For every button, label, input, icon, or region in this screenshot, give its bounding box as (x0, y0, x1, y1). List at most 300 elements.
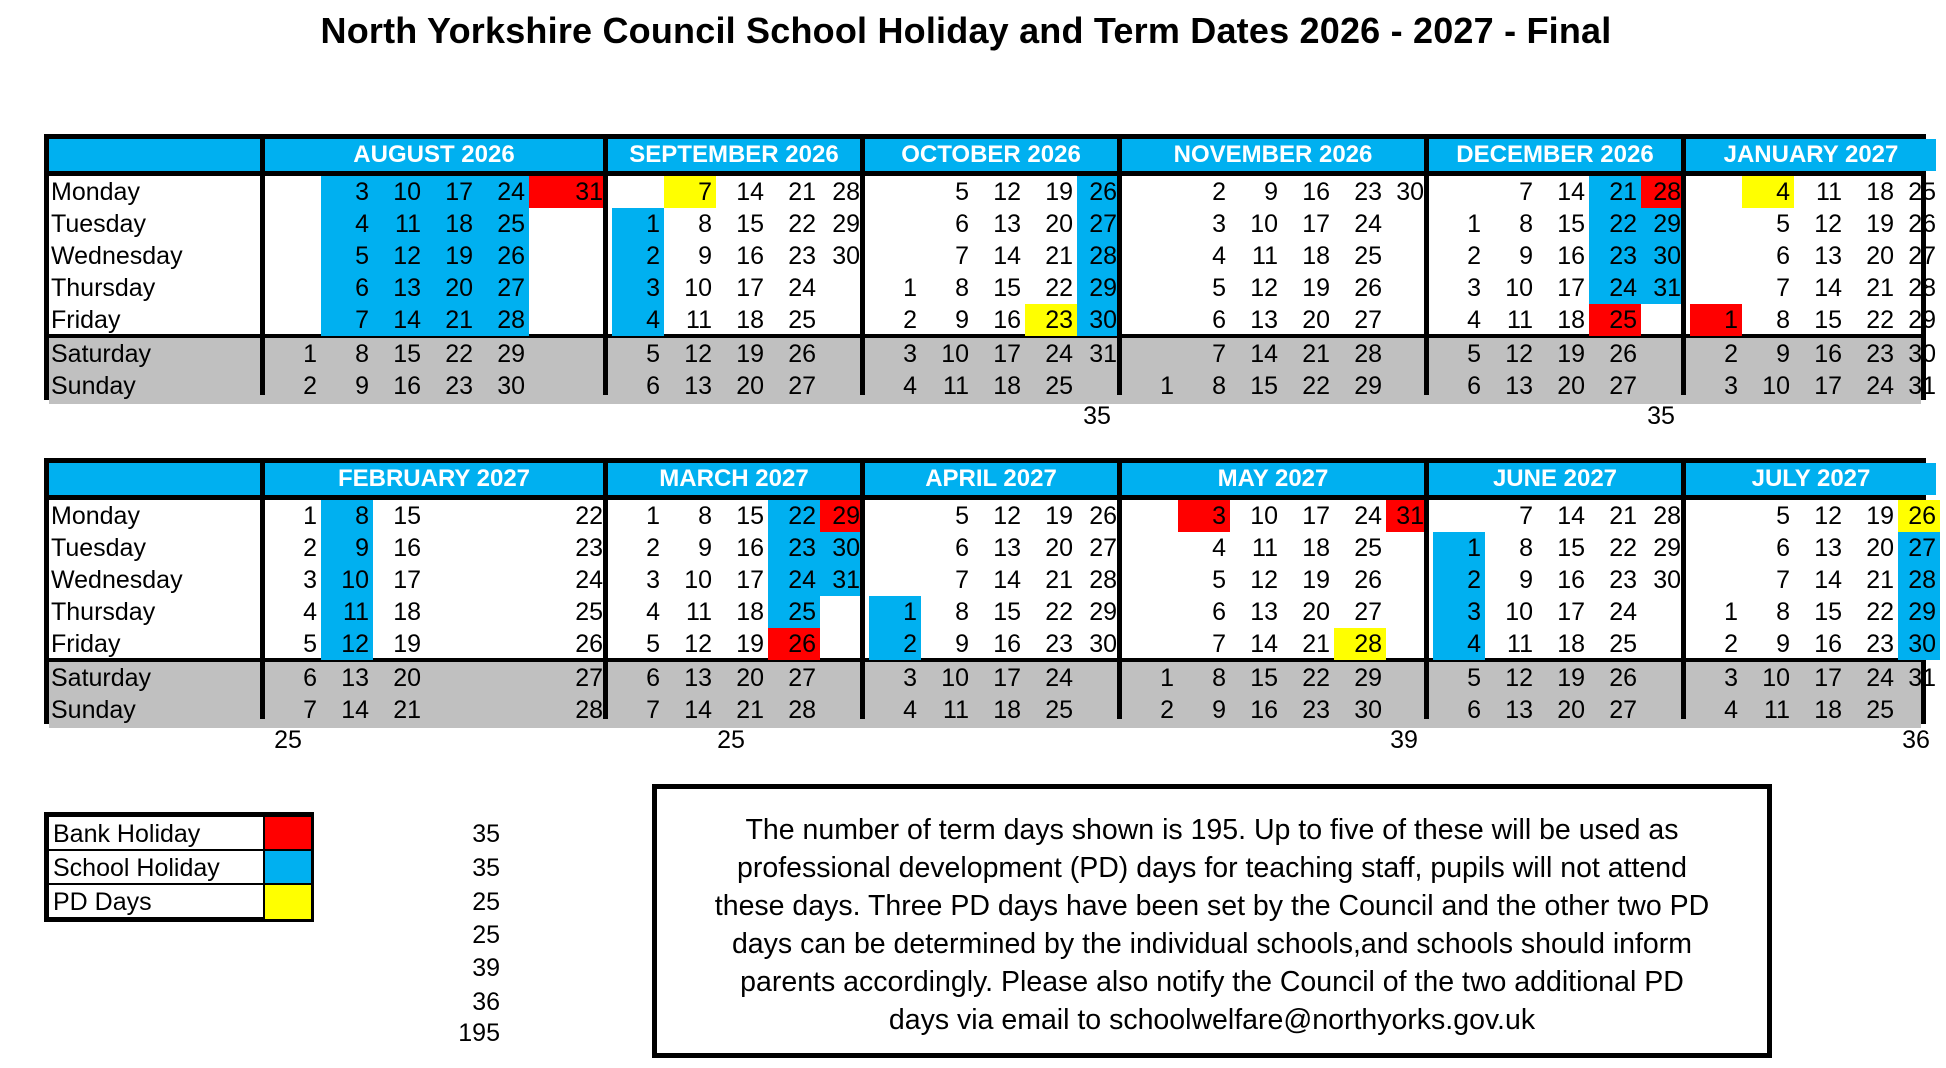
date-cell: 15 (393, 502, 421, 530)
date-cell: 7 (1212, 340, 1226, 368)
date-cell: 13 (1814, 242, 1842, 270)
date-cell: 23 (1866, 340, 1894, 368)
date-cell: 4 (1433, 628, 1485, 660)
date-cell: 24 (788, 274, 816, 302)
date-cell: 27 (788, 664, 816, 692)
date-cell: 12 (373, 240, 425, 272)
date-cell: 28 (832, 178, 860, 206)
date-cell: 3 (1724, 372, 1738, 400)
date-cell: 3 (303, 566, 317, 594)
month-divider (1424, 139, 1429, 395)
date-cell: 2 (1724, 340, 1738, 368)
date-cell: 26 (1609, 340, 1637, 368)
day-label-sunday: Sunday (51, 372, 136, 400)
date-cell: 10 (1505, 598, 1533, 626)
date-cell: 4 (1212, 534, 1226, 562)
date-cell: 1 (303, 502, 317, 530)
date-cell: 13 (1505, 372, 1533, 400)
date-cell: 13 (993, 210, 1021, 238)
row2-month-header-3: MAY 2027 (1122, 463, 1424, 495)
date-cell: 14 (1250, 630, 1278, 658)
day-label-saturday: Saturday (51, 340, 152, 368)
date-cell: 11 (1507, 306, 1533, 334)
date-cell: 25 (788, 306, 816, 334)
date-cell: 17 (425, 176, 477, 208)
row2-month-total-1: 25 (717, 726, 745, 754)
date-cell: 9 (1212, 696, 1226, 724)
day-label-wednesday: Wednesday (51, 242, 183, 270)
date-cell: 21 (1866, 566, 1894, 594)
date-cell: 16 (1814, 340, 1842, 368)
date-cell: 24 (1866, 664, 1894, 692)
row2-month-total-3: 39 (1390, 726, 1418, 754)
date-cell: 13 (1250, 598, 1278, 626)
date-cell: 23 (1866, 630, 1894, 658)
date-cell: 29 (1077, 272, 1121, 304)
date-cell: 19 (736, 630, 764, 658)
date-cell: 23 (445, 372, 473, 400)
date-cell: 26 (477, 240, 529, 272)
date-cell: 31 (820, 564, 864, 596)
date-cell: 1 (1690, 304, 1742, 336)
date-cell: 16 (993, 306, 1021, 334)
date-cell: 9 (1519, 566, 1533, 594)
date-cell: 25 (768, 596, 820, 628)
date-cell: 3 (612, 272, 664, 304)
date-cell: 11 (943, 696, 969, 724)
date-cell: 9 (1776, 630, 1790, 658)
date-cell: 17 (1814, 664, 1842, 692)
date-cell: 24 (1354, 210, 1382, 238)
date-cell: 16 (1557, 242, 1585, 270)
row2-month-header-0: FEBRUARY 2027 (265, 463, 603, 495)
date-cell: 22 (788, 210, 816, 238)
calendar-row-feb-jul (44, 458, 1936, 724)
date-cell: 8 (698, 502, 712, 530)
date-cell: 26 (1609, 664, 1637, 692)
date-cell: 1 (612, 208, 664, 240)
date-cell: 2 (646, 534, 660, 562)
row1-month-header-1: SEPTEMBER 2026 (608, 139, 860, 171)
date-cell: 19 (425, 240, 477, 272)
legend-school-holiday-swatch (263, 851, 311, 885)
date-cell: 29 (1354, 664, 1382, 692)
date-cell: 1 (1433, 532, 1485, 564)
date-cell: 13 (684, 372, 712, 400)
row2-month-header-4: JUNE 2027 (1429, 463, 1681, 495)
date-cell: 6 (1776, 242, 1790, 270)
date-cell: 7 (955, 566, 969, 594)
date-cell: 5 (1212, 566, 1226, 594)
date-cell: 11 (1764, 696, 1790, 724)
date-cell: 29 (1354, 372, 1382, 400)
date-cell: 10 (373, 176, 425, 208)
date-cell: 22 (1589, 208, 1641, 240)
date-cell: 2 (1160, 696, 1174, 724)
date-cell: 15 (736, 502, 764, 530)
header-corner (49, 139, 265, 171)
date-cell: 7 (1519, 178, 1533, 206)
date-cell: 18 (393, 598, 421, 626)
day-label-thursday: Thursday (51, 274, 156, 302)
date-cell: 14 (993, 566, 1021, 594)
date-cell: 20 (1557, 372, 1585, 400)
date-cell: 29 (820, 500, 864, 532)
date-cell: 6 (1467, 696, 1481, 724)
month-divider (1117, 139, 1122, 395)
date-cell: 5 (1467, 340, 1481, 368)
date-cell: 14 (736, 178, 764, 206)
date-cell: 16 (736, 534, 764, 562)
date-cell: 11 (1252, 242, 1278, 270)
date-cell: 17 (393, 566, 421, 594)
date-cell: 5 (303, 630, 317, 658)
date-cell: 5 (955, 178, 969, 206)
date-cell: 30 (497, 372, 525, 400)
date-cell: 9 (955, 306, 969, 334)
date-cell: 21 (1609, 502, 1637, 530)
date-cell: 28 (1354, 340, 1382, 368)
date-cell: 3 (1212, 210, 1226, 238)
date-cell: 20 (736, 664, 764, 692)
date-cell: 12 (684, 340, 712, 368)
date-cell: 29 (1908, 306, 1936, 334)
term-total-4: 25 (472, 921, 500, 949)
date-cell: 9 (355, 372, 369, 400)
row2-month-header-5: JULY 2027 (1686, 463, 1936, 495)
date-cell: 2 (903, 306, 917, 334)
date-cell: 25 (575, 598, 603, 626)
date-cell: 6 (1212, 306, 1226, 334)
date-cell: 15 (993, 598, 1021, 626)
date-cell: 12 (1814, 502, 1842, 530)
term-total-1: 35 (472, 820, 500, 848)
date-cell: 13 (1505, 696, 1533, 724)
term-total-5: 39 (472, 954, 500, 982)
date-cell: 23 (1609, 566, 1637, 594)
date-cell: 15 (1814, 598, 1842, 626)
date-cell: 22 (445, 340, 473, 368)
date-cell: 28 (1089, 566, 1117, 594)
date-cell: 14 (1814, 566, 1842, 594)
date-cell: 23 (768, 532, 820, 564)
date-cell: 28 (477, 304, 529, 336)
date-cell: 1 (1724, 598, 1738, 626)
date-cell: 1 (646, 502, 660, 530)
date-cell: 12 (1505, 340, 1533, 368)
date-cell: 31 (1908, 372, 1936, 400)
date-cell: 3 (646, 566, 660, 594)
date-cell: 2 (1724, 630, 1738, 658)
date-cell: 12 (1250, 274, 1278, 302)
date-cell: 27 (575, 664, 603, 692)
date-cell: 5 (646, 340, 660, 368)
date-cell: 14 (1814, 274, 1842, 302)
date-cell: 27 (1354, 598, 1382, 626)
date-cell: 19 (1045, 178, 1073, 206)
date-cell: 22 (575, 502, 603, 530)
date-cell: 31 (1089, 340, 1117, 368)
date-cell: 31 (1641, 272, 1685, 304)
date-cell: 28 (1898, 564, 1940, 596)
date-cell: 1 (1160, 664, 1174, 692)
date-cell: 22 (1866, 306, 1894, 334)
date-cell: 7 (303, 696, 317, 724)
date-cell: 7 (646, 696, 660, 724)
date-cell: 8 (955, 274, 969, 302)
term-total-6: 36 (472, 988, 500, 1016)
date-cell: 16 (1814, 630, 1842, 658)
date-cell: 20 (1557, 696, 1585, 724)
date-cell: 9 (698, 242, 712, 270)
legend-bank-holiday-swatch (263, 817, 311, 851)
date-cell: 4 (612, 304, 664, 336)
date-cell: 25 (1045, 372, 1073, 400)
date-cell: 29 (1653, 534, 1681, 562)
date-cell: 24 (768, 564, 820, 596)
date-cell: 1 (869, 596, 921, 628)
date-cell: 12 (1505, 664, 1533, 692)
date-cell: 23 (788, 242, 816, 270)
month-divider (260, 463, 265, 719)
date-cell: 26 (575, 630, 603, 658)
term-days-note (652, 784, 1772, 1058)
date-cell: 16 (1557, 566, 1585, 594)
date-cell: 8 (1212, 664, 1226, 692)
date-cell: 1 (1160, 372, 1174, 400)
date-cell: 16 (393, 534, 421, 562)
date-cell: 23 (1302, 696, 1330, 724)
date-cell: 26 (1354, 274, 1382, 302)
date-cell: 22 (1302, 664, 1330, 692)
date-cell: 22 (1045, 274, 1073, 302)
date-cell: 30 (1396, 178, 1424, 206)
date-cell: 8 (1212, 372, 1226, 400)
date-cell: 30 (820, 532, 864, 564)
date-cell: 28 (575, 696, 603, 724)
date-cell: 10 (941, 664, 969, 692)
date-cell: 11 (943, 372, 969, 400)
date-cell: 25 (1866, 696, 1894, 724)
date-cell: 6 (646, 372, 660, 400)
date-cell: 30 (1653, 566, 1681, 594)
date-cell: 2 (303, 534, 317, 562)
row2-month-header-2: APRIL 2027 (865, 463, 1117, 495)
date-cell: 24 (1354, 502, 1382, 530)
date-cell: 29 (832, 210, 860, 238)
date-cell: 4 (903, 372, 917, 400)
date-cell: 10 (1505, 274, 1533, 302)
date-cell: 24 (1866, 372, 1894, 400)
day-label-friday: Friday (51, 630, 121, 658)
date-cell: 14 (1250, 340, 1278, 368)
date-cell: 9 (1264, 178, 1278, 206)
term-total-2: 35 (472, 854, 500, 882)
date-cell: 5 (1776, 502, 1790, 530)
date-cell: 30 (1089, 630, 1117, 658)
date-cell: 14 (1557, 502, 1585, 530)
date-cell: 18 (993, 696, 1021, 724)
date-cell: 10 (1762, 664, 1790, 692)
date-cell: 19 (1557, 340, 1585, 368)
legend-school-holiday-label: School Holiday (49, 851, 263, 885)
note-line: days can be determined by the individual schools,and schools should inform (731, 928, 1693, 960)
date-cell: 10 (321, 564, 373, 596)
date-cell: 18 (1557, 306, 1585, 334)
date-cell: 16 (1302, 178, 1330, 206)
date-cell: 17 (736, 274, 764, 302)
date-cell: 26 (1908, 210, 1936, 238)
date-cell: 17 (1302, 210, 1330, 238)
date-cell: 15 (1250, 664, 1278, 692)
date-cell: 1 (303, 340, 317, 368)
date-cell: 2 (1433, 564, 1485, 596)
date-cell: 15 (1557, 534, 1585, 562)
day-label-wednesday: Wednesday (51, 566, 183, 594)
date-cell: 11 (686, 598, 712, 626)
date-cell: 7 (1519, 502, 1533, 530)
day-label-monday: Monday (51, 502, 140, 530)
date-cell: 14 (341, 696, 369, 724)
date-cell: 28 (1077, 240, 1121, 272)
date-cell: 21 (1302, 340, 1330, 368)
date-cell: 5 (1467, 664, 1481, 692)
date-cell: 30 (832, 242, 860, 270)
date-cell: 23 (1025, 304, 1077, 336)
date-cell: 29 (1089, 598, 1117, 626)
date-cell: 23 (1589, 240, 1641, 272)
date-cell: 27 (1609, 696, 1637, 724)
date-cell: 21 (1589, 176, 1641, 208)
date-cell: 24 (1589, 272, 1641, 304)
date-cell: 11 (686, 306, 712, 334)
date-cell: 2 (303, 372, 317, 400)
day-label-saturday: Saturday (51, 664, 152, 692)
date-cell: 29 (1898, 596, 1940, 628)
date-cell: 5 (1212, 274, 1226, 302)
date-cell: 6 (1212, 598, 1226, 626)
date-cell: 19 (1866, 210, 1894, 238)
date-cell: 7 (955, 242, 969, 270)
date-cell: 3 (1724, 664, 1738, 692)
date-cell: 9 (698, 534, 712, 562)
date-cell: 18 (1302, 534, 1330, 562)
row1-month-header-0: AUGUST 2026 (265, 139, 603, 171)
date-cell: 21 (393, 696, 421, 724)
date-cell: 11 (373, 208, 425, 240)
date-cell: 4 (303, 598, 317, 626)
date-cell: 12 (684, 630, 712, 658)
date-cell: 1 (1467, 210, 1481, 238)
date-cell: 26 (1354, 566, 1382, 594)
date-cell: 28 (1908, 274, 1936, 302)
date-cell: 11 (1252, 534, 1278, 562)
day-label-tuesday: Tuesday (51, 534, 146, 562)
date-cell: 29 (497, 340, 525, 368)
legend-pd-days-swatch (263, 885, 311, 919)
date-cell: 6 (955, 534, 969, 562)
date-cell: 19 (1302, 274, 1330, 302)
date-cell: 15 (393, 340, 421, 368)
date-cell: 10 (1250, 502, 1278, 530)
date-cell: 8 (1519, 210, 1533, 238)
date-cell: 31 (1386, 500, 1428, 532)
date-cell: 12 (1814, 210, 1842, 238)
date-cell: 17 (1302, 502, 1330, 530)
month-divider (860, 463, 865, 719)
note-line: professional development (PD) days for teaching staff, pupils will not attend (737, 852, 1687, 884)
date-cell: 12 (993, 178, 1021, 206)
date-cell: 3 (1433, 596, 1485, 628)
month-divider (1681, 139, 1686, 395)
date-cell: 8 (1776, 598, 1790, 626)
date-cell: 22 (1609, 534, 1637, 562)
date-cell: 2 (1212, 178, 1226, 206)
date-cell: 6 (303, 664, 317, 692)
date-cell: 6 (955, 210, 969, 238)
date-cell: 14 (373, 304, 425, 336)
date-cell: 19 (393, 630, 421, 658)
date-cell: 19 (1557, 664, 1585, 692)
page-title: North Yorkshire Council School Holiday and Term Dates 2026 - 2027 - Final (320, 10, 1612, 51)
date-cell: 15 (1250, 372, 1278, 400)
date-cell: 22 (1866, 598, 1894, 626)
date-cell: 17 (993, 340, 1021, 368)
date-cell: 27 (1609, 372, 1637, 400)
date-cell: 3 (1178, 500, 1230, 532)
date-cell: 21 (1045, 566, 1073, 594)
date-cell: 17 (993, 664, 1021, 692)
date-cell: 17 (736, 566, 764, 594)
date-cell: 25 (1045, 696, 1073, 724)
date-cell: 8 (1519, 534, 1533, 562)
date-cell: 17 (1814, 372, 1842, 400)
date-cell: 6 (1776, 534, 1790, 562)
date-cell: 16 (1250, 696, 1278, 724)
date-cell: 3 (321, 176, 373, 208)
date-cell: 19 (1866, 502, 1894, 530)
date-cell: 13 (373, 272, 425, 304)
date-cell: 23 (575, 534, 603, 562)
legend (44, 812, 314, 922)
date-cell: 9 (321, 532, 373, 564)
date-cell: 24 (1045, 340, 1073, 368)
date-cell: 16 (393, 372, 421, 400)
date-cell: 8 (955, 598, 969, 626)
row1-month-header-2: OCTOBER 2026 (865, 139, 1117, 171)
date-cell: 6 (1467, 372, 1481, 400)
date-cell: 3 (1467, 274, 1481, 302)
date-cell: 15 (1814, 306, 1842, 334)
month-divider (603, 139, 608, 395)
date-cell: 14 (1557, 178, 1585, 206)
date-cell: 11 (1816, 178, 1842, 206)
date-cell: 22 (768, 500, 820, 532)
date-cell: 7 (664, 176, 716, 208)
note-line: these days. Three PD days have been set by the Council and the other two PD (714, 890, 1710, 922)
date-cell: 13 (684, 664, 712, 692)
date-cell: 30 (1077, 304, 1121, 336)
date-cell: 27 (1089, 534, 1117, 562)
date-cell: 14 (684, 696, 712, 724)
date-cell: 20 (393, 664, 421, 692)
date-cell: 8 (1776, 306, 1790, 334)
date-cell: 25 (1354, 534, 1382, 562)
date-cell: 2 (869, 628, 921, 660)
date-cell: 29 (1641, 208, 1685, 240)
date-cell: 24 (477, 176, 529, 208)
legend-pd-days-label: PD Days (53, 888, 152, 916)
